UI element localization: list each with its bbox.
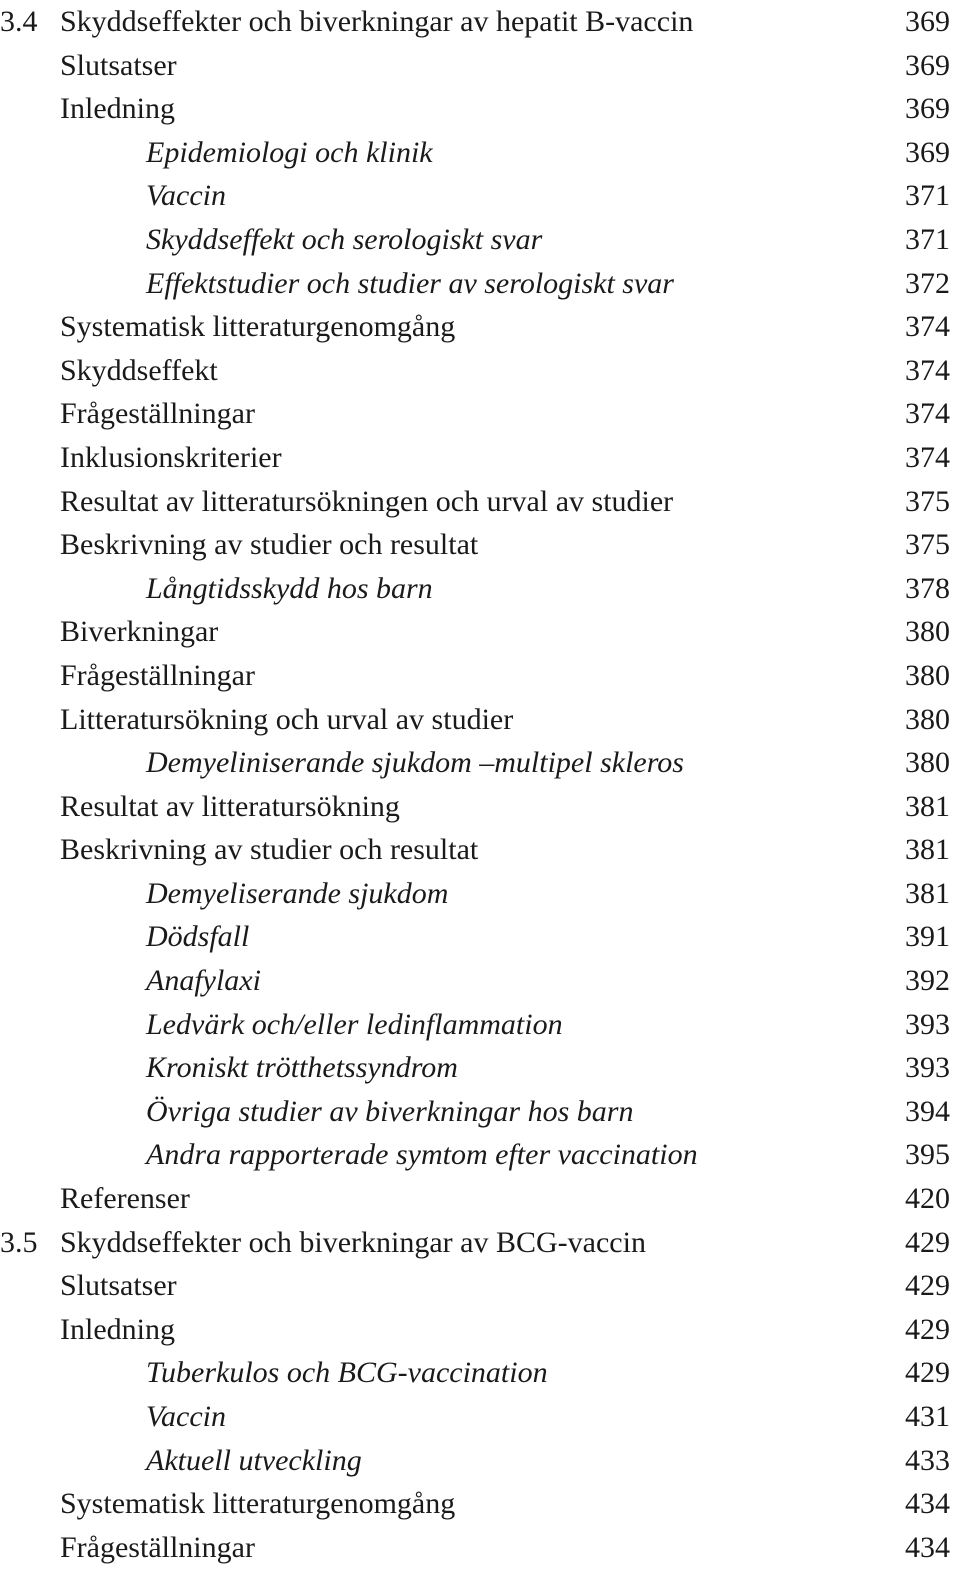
- toc-entry-title: Frågeställningar: [60, 397, 255, 431]
- toc-entry-title: Ledvärk och/eller ledinflammation: [146, 1007, 563, 1041]
- toc-entry[interactable]: [0, 698, 960, 742]
- toc-entry-title: Systematisk litteraturgenomgång: [60, 1487, 456, 1521]
- page-number: 369: [905, 5, 950, 38]
- page-number: 429: [905, 1356, 950, 1390]
- toc-entry[interactable]: [0, 915, 960, 959]
- toc-entry-title: Tuberkulos och BCG-vaccination: [146, 1356, 548, 1390]
- toc-entry-title: Effektstudier och studier av serologiskt svar: [146, 266, 674, 300]
- page-number: 420: [905, 1182, 950, 1216]
- toc-entry[interactable]: [0, 1482, 960, 1526]
- toc-entry[interactable]: [0, 741, 960, 785]
- toc-entry-title: Skyddseffekter och biverkningar av BCG-vaccin: [60, 1225, 646, 1259]
- toc-entry[interactable]: [0, 828, 960, 872]
- toc-entry-title: Beskrivning av studier och resultat: [60, 528, 479, 562]
- page-number: 393: [905, 1051, 950, 1085]
- page-number: 369: [905, 135, 950, 169]
- toc-entry-title: Biverkningar: [60, 615, 219, 649]
- toc-entry[interactable]: [0, 218, 960, 262]
- toc-entry-title: Kroniskt trötthetssyndrom: [146, 1051, 458, 1085]
- toc-entry-title: Inledning: [60, 1312, 175, 1346]
- toc-entry-title: Frågeställningar: [60, 658, 255, 692]
- page-number: 434: [905, 1487, 950, 1521]
- page-number: 374: [905, 440, 950, 474]
- toc-entry[interactable]: [0, 174, 960, 218]
- toc-entry-title: Skyddseffekter och biverkningar av hepatit B-vaccin: [60, 5, 694, 38]
- toc-entry-title: Beskrivning av studier och resultat: [60, 833, 479, 867]
- page-number: 380: [905, 746, 950, 780]
- toc-entry-title: Inklusionskriterier: [60, 440, 282, 474]
- toc-entry-title: Slutsatser: [60, 48, 177, 82]
- toc-entry[interactable]: [0, 392, 960, 436]
- toc-entry[interactable]: [0, 654, 960, 698]
- toc-entry-title: Frågeställningar: [60, 1530, 255, 1564]
- page-number: 433: [905, 1443, 950, 1477]
- page-number: 369: [905, 48, 950, 82]
- page-number: 381: [905, 789, 950, 823]
- toc-entry[interactable]: [0, 1395, 960, 1439]
- page-number: 392: [905, 964, 950, 998]
- page-number: 391: [905, 920, 950, 954]
- toc-entry[interactable]: [0, 567, 960, 611]
- page-number: 393: [905, 1007, 950, 1041]
- toc-entry-title: Dödsfall: [146, 920, 250, 954]
- toc-entry-title: Demyeliserande sjukdom: [146, 876, 449, 910]
- toc-entry[interactable]: [0, 523, 960, 567]
- toc-entry[interactable]: [0, 610, 960, 654]
- section-number: 3.4: [0, 5, 38, 38]
- toc-entry-title: Vaccin: [146, 179, 226, 213]
- toc-entry[interactable]: [0, 0, 960, 44]
- toc-entry-title: Övriga studier av biverkningar hos barn: [146, 1094, 634, 1128]
- toc-entry-title: Resultat av litteratursökningen och urval av studier: [60, 484, 674, 518]
- toc-entry-title: Referenser: [60, 1182, 190, 1216]
- toc-entry[interactable]: [0, 1351, 960, 1395]
- page-number: 374: [905, 310, 950, 344]
- page-number: 374: [905, 353, 950, 387]
- toc-entry[interactable]: [0, 1264, 960, 1308]
- page-number: 381: [905, 876, 950, 910]
- page-number: 381: [905, 833, 950, 867]
- page-number: 394: [905, 1094, 950, 1128]
- toc-entry[interactable]: [0, 1439, 960, 1483]
- toc-entry[interactable]: [0, 872, 960, 916]
- page-number: 378: [905, 571, 950, 605]
- toc-entry[interactable]: [0, 1526, 960, 1570]
- toc-entry[interactable]: [0, 1090, 960, 1134]
- page-number: 372: [905, 266, 950, 300]
- toc-entry[interactable]: [0, 959, 960, 1003]
- toc-entry[interactable]: [0, 1133, 960, 1177]
- toc-entry[interactable]: [0, 349, 960, 393]
- page-number: 371: [905, 222, 950, 256]
- page-number: 380: [905, 702, 950, 736]
- toc-entry-title: Andra rapporterade symtom efter vaccination: [146, 1138, 698, 1172]
- toc-entry-title: Inledning: [60, 92, 175, 126]
- page-number: 429: [905, 1269, 950, 1303]
- toc-entry[interactable]: [0, 131, 960, 175]
- page-number: 375: [905, 528, 950, 562]
- toc-entry-title: Litteratursökning och urval av studier: [60, 702, 514, 736]
- page-number: 395: [905, 1138, 950, 1172]
- toc-entry[interactable]: [0, 1003, 960, 1047]
- toc-entry[interactable]: [0, 87, 960, 131]
- toc-entry[interactable]: [0, 1308, 960, 1352]
- toc-entry-title: Systematisk litteraturgenomgång: [60, 310, 456, 344]
- toc-entry[interactable]: [0, 305, 960, 349]
- toc-entry[interactable]: [0, 1046, 960, 1090]
- page-number: 375: [905, 484, 950, 518]
- toc-entry[interactable]: [0, 1221, 960, 1265]
- toc-entry-title: Epidemiologi och klinik: [146, 135, 433, 169]
- page-number: 380: [905, 615, 950, 649]
- toc-entry[interactable]: [0, 1177, 960, 1221]
- toc-entry[interactable]: [0, 262, 960, 306]
- page-number: 380: [905, 658, 950, 692]
- toc-entry-title: Slutsatser: [60, 1269, 177, 1303]
- toc-entry[interactable]: [0, 44, 960, 88]
- toc-entry-title: Anafylaxi: [146, 964, 261, 998]
- toc-entry-title: Aktuell utveckling: [146, 1443, 362, 1477]
- page-number: 371: [905, 179, 950, 213]
- page-number: 369: [905, 92, 950, 126]
- toc-entry-title: Skyddseffekt och serologiskt svar: [146, 222, 543, 256]
- page-number: 434: [905, 1530, 950, 1564]
- section-number: 3.5: [0, 1225, 38, 1259]
- page-number: 429: [905, 1225, 950, 1259]
- toc-entry-title: Skyddseffekt: [60, 353, 218, 387]
- toc-entry[interactable]: [0, 480, 960, 524]
- toc-entry-title: Demyeliniserande sjukdom –multipel skleros: [146, 746, 684, 780]
- page-number: 374: [905, 397, 950, 431]
- toc-entry-title: Resultat av litteratursökning: [60, 789, 400, 823]
- page-number: 429: [905, 1312, 950, 1346]
- toc-entry[interactable]: [0, 436, 960, 480]
- toc-entry-title: Långtidsskydd hos barn: [146, 571, 433, 605]
- toc-entry-title: Vaccin: [146, 1400, 226, 1433]
- toc-entry[interactable]: [0, 785, 960, 829]
- page-number: 431: [905, 1400, 950, 1433]
